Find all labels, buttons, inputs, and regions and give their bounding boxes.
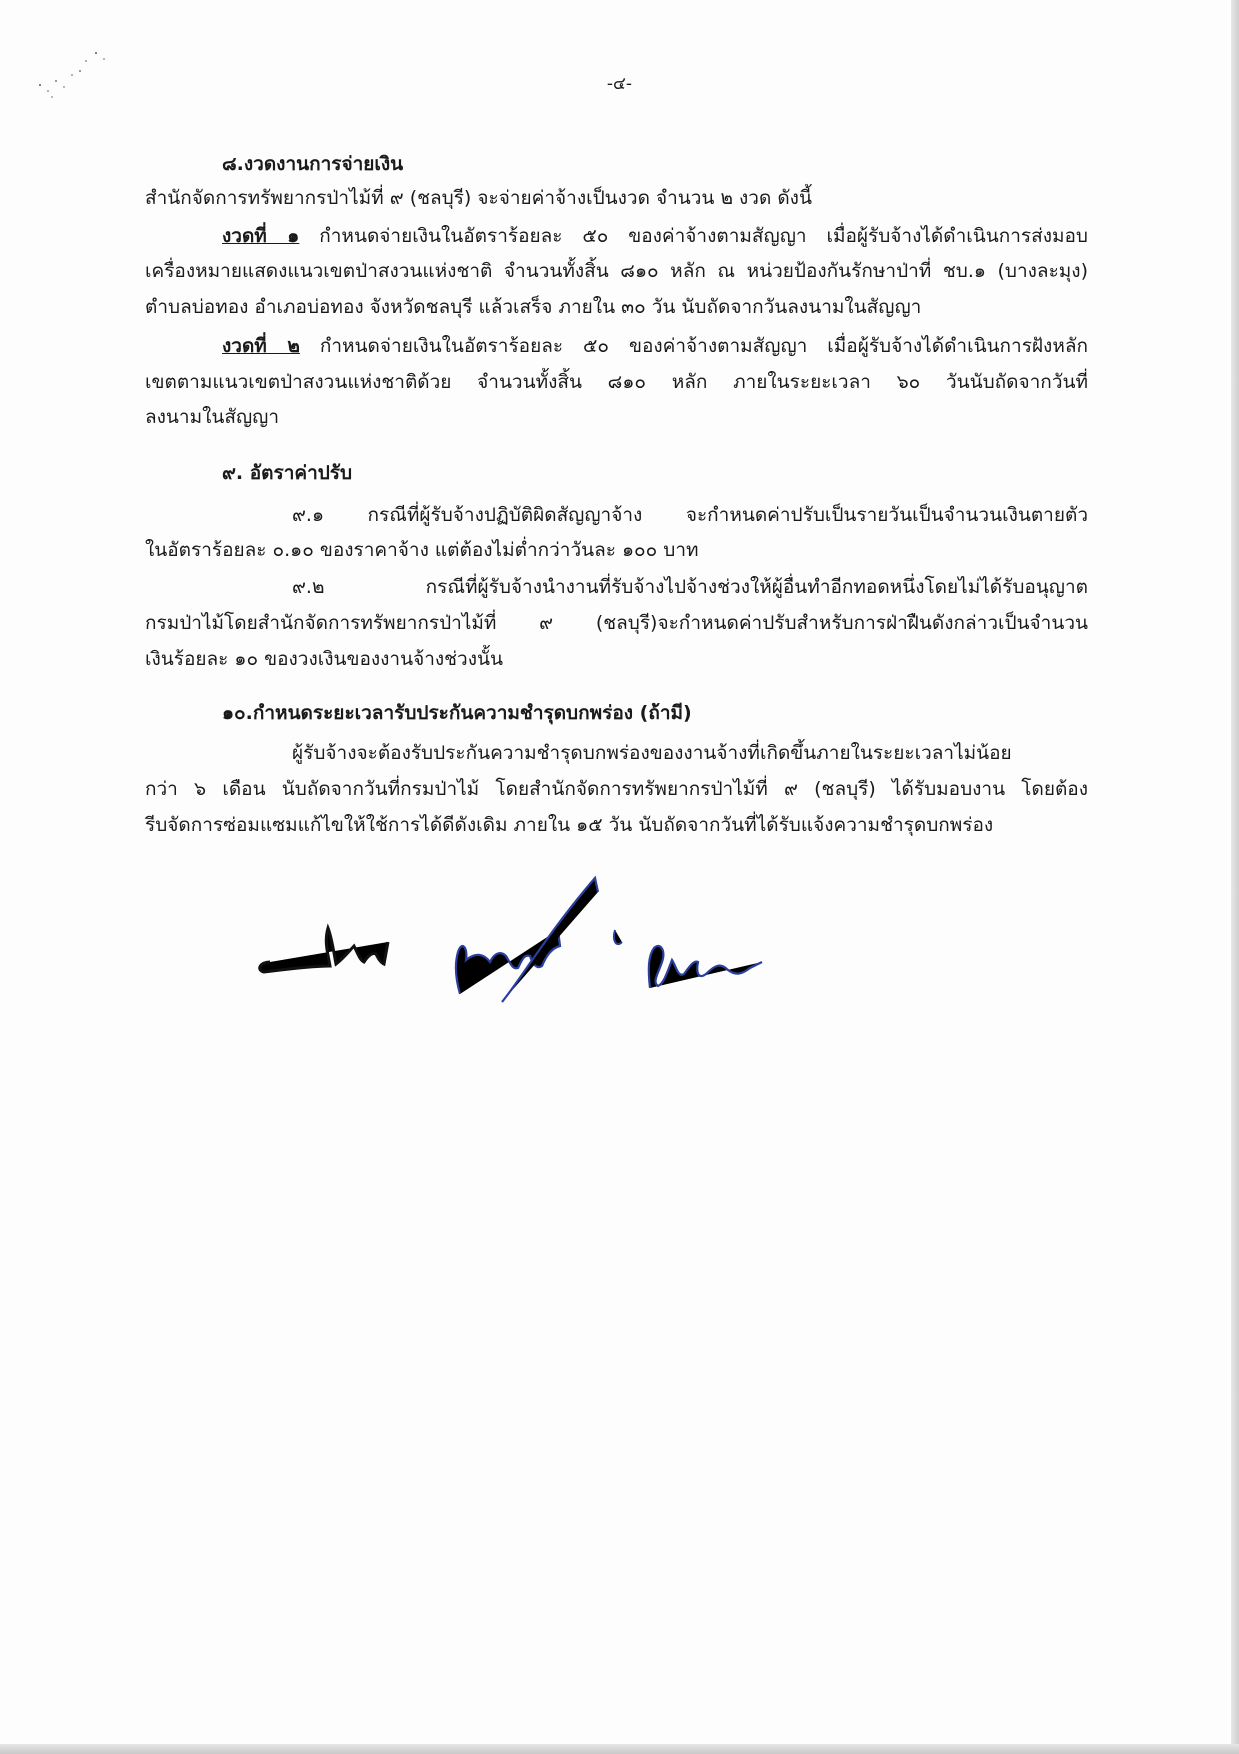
installment-1-text: กำหนดจ่ายเงินในอัตราร้อยละ ๕๐ ของค่าจ้างตามสัญญา เมื่อผู้รับจ้างได้ดำเนินการส่งมอบ: [299, 225, 1088, 247]
clause-9-2-line-3: เงินร้อยละ ๑๐ ของวงเงินของงานจ้างช่วงนั้น: [145, 648, 503, 670]
installment-2-line-1: [222, 333, 1088, 360]
section-8-intro: สำนักจัดการทรัพยากรป่าไม้ที่ ๙ (ชลบุรี) จะจ่ายค่าจ้างเป็นงวด จำนวน ๒ งวด ดังนี้: [145, 187, 812, 209]
installment-1-label: งวดที่ ๑: [222, 225, 300, 247]
signature-2-stroke-c: [614, 930, 622, 944]
clause-9-1-line-1: ๙.๑ กรณีที่ผู้รับจ้างปฏิบัติผิดสัญญาจ้าง จะกำหนดค่าปรับเป็นรายวันเป็นจำนวนเงินตายตัว: [292, 504, 1088, 526]
section-10-heading: ๑๐.กำหนดระยะเวลารับประกันความชำรุดบกพร่อง (ถ้ามี): [222, 702, 692, 724]
section-10-line-2: กว่า ๖ เดือน นับถัดจากวันที่กรมป่าไม้ โดยสำนักจัดการทรัพยากรป่าไม้ที่ ๙ (ชลบุรี) ได้รับมอบงาน โดยต้อง: [145, 778, 1088, 800]
clause-9-2-line-1: ๙.๒ กรณีที่ผู้รับจ้างนำงานที่รับจ้างไปจ้างช่วงให้ผู้อื่นทำอีกทอดหนึ่งโดยไม่ได้รับอนุญาต: [292, 576, 1088, 598]
signature-3: [649, 946, 762, 988]
section-9-heading: ๙. อัตราค่าปรับ: [222, 462, 353, 484]
installment-1-line-2: เครื่องหมายแสดงแนวเขตป่าสงวนแห่งชาติ จำนวนทั้งสิ้น ๘๑๐ หลัก ณ หน่วยป้องกันรักษาป่าที่ ชบ.๑ (บางละมุง): [145, 260, 1088, 282]
signature-2-stroke-a: [456, 930, 560, 994]
clause-9-2-line-2: กรมป่าไม้โดยสำนักจัดการทรัพยากรป่าไม้ที่ ๙ (ชลบุรี)จะกำหนดค่าปรับสำหรับการฝ่าฝืนดังกล่าวเป็นจำนวน: [145, 612, 1088, 634]
signature-1-stroke-a: [260, 928, 388, 972]
installment-2-text: กำหนดจ่ายเงินในอัตราร้อยละ ๕๐ ของค่าจ้างตามสัญญา เมื่อผู้รับจ้างได้ดำเนินการฝังหลัก: [299, 335, 1089, 357]
installment-2-label: งวดที่ ๒: [222, 335, 300, 357]
installment-1-line-3: ตำบลบ่อทอง อำเภอบ่อทอง จังหวัดชลบุรี แล้วเสร็จ ภายใน ๓๐ วัน นับถัดจากวันลงนามในสัญญา: [145, 296, 922, 318]
signatures: [250, 870, 830, 1020]
section-10-line-1: ผู้รับจ้างจะต้องรับประกันความชำรุดบกพร่องของงานจ้างที่เกิดขึ้นภายในระยะเวลาไม่น้อย: [292, 742, 1012, 764]
installment-2-line-3: ลงนามในสัญญา: [145, 406, 280, 428]
signature-3-stroke-a: [649, 946, 762, 988]
scan-edge-bottom: [0, 1744, 1239, 1754]
page-number: -๔-: [606, 74, 633, 94]
section-8-heading: ๘.งวดงานการจ่ายเงิน: [222, 153, 404, 175]
signature-1: [260, 928, 388, 972]
installment-1-line-1: [222, 223, 1088, 250]
signature-2: [456, 878, 622, 1002]
scan-edge-right: [1231, 0, 1239, 1754]
signature-2-stroke-b: [502, 878, 598, 1002]
clause-9-1-line-2: ในอัตราร้อยละ ๐.๑๐ ของราคาจ้าง แต่ต้องไม่ต่ำกว่าวันละ ๑๐๐ บาท: [145, 539, 699, 561]
section-10-line-3: รีบจัดการซ่อมแซมแก้ไขให้ใช้การได้ดีดังเดิม ภายใน ๑๕ วัน นับถัดจากวันที่ได้รับแจ้งความชำรุดบกพร่อง: [145, 814, 994, 836]
installment-2-line-2: เขตตามแนวเขตป่าสงวนแห่งชาติด้วย จำนวนทั้งสิ้น ๘๑๐ หลัก ภายในระยะเวลา ๖๐ วันนับถัดจากวันที่: [145, 371, 1088, 393]
